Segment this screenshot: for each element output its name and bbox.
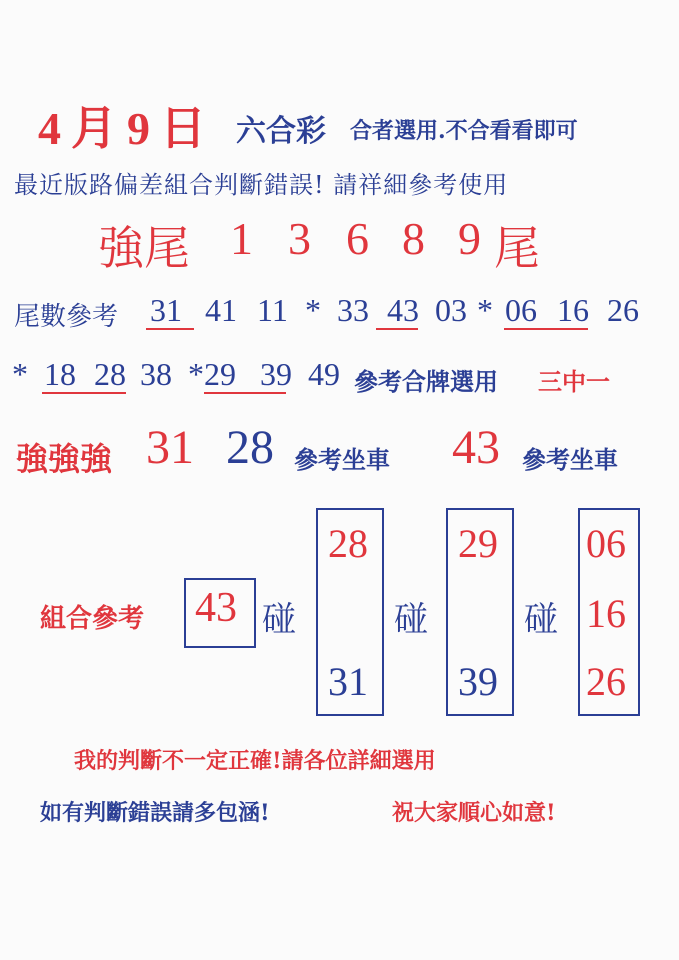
tail-digit: 9 xyxy=(458,213,481,264)
warning-line: 最近版路偏差組合判斷錯誤! 請祥細參考使用 xyxy=(14,171,509,199)
tail-num: 06 xyxy=(505,292,537,328)
tail-digit: 3 xyxy=(288,213,311,264)
tail-reference-label: 尾數參考 xyxy=(14,302,119,332)
ride-note-1: 參考坐車 xyxy=(294,445,390,474)
strong-tails-digits xyxy=(230,212,496,265)
strongest-label: 強強強 xyxy=(16,440,113,478)
footer-line-1: 我的判斷不一定正確!請各位詳細選用 xyxy=(74,748,436,774)
combination-label: 組合參考 xyxy=(40,604,145,634)
combo-bottom-number: 31 xyxy=(328,659,368,704)
tail-digit: 8 xyxy=(402,213,425,264)
tail-sep: * xyxy=(477,292,493,328)
underline xyxy=(146,328,194,330)
combo-top-number: 28 xyxy=(328,521,368,566)
tail-num: 28 xyxy=(94,356,126,392)
anchor-number: 43 xyxy=(195,585,237,631)
tail-num: 16 xyxy=(557,292,589,328)
connector-3: 碰 xyxy=(524,600,558,640)
connector-2: 碰 xyxy=(394,600,428,640)
combo-top-number: 29 xyxy=(458,521,498,566)
tail-num: 43 xyxy=(387,292,419,328)
strongest-num-3: 43 xyxy=(452,421,500,474)
combo-mid-number: 16 xyxy=(586,591,626,636)
combo-bottom-number: 26 xyxy=(586,659,626,704)
date-heading: 4月9日 xyxy=(38,103,216,154)
strongest-num-2: 28 xyxy=(226,421,274,474)
header-note: 合者選用.不合看看即可 xyxy=(350,118,578,144)
tail-num: 31 xyxy=(150,292,182,328)
tail-num: 33 xyxy=(337,292,369,328)
lottery-name: 六合彩 xyxy=(236,114,326,149)
tail-num: 49 xyxy=(308,356,340,392)
tail-reference-row2 xyxy=(12,356,348,393)
underline xyxy=(504,328,588,330)
combo-pick: 三中一 xyxy=(538,367,610,396)
tail-sep: * xyxy=(12,356,28,392)
footer-line-2b: 祝大家順心如意! xyxy=(392,800,556,826)
tail-num: 26 xyxy=(607,292,639,328)
underline xyxy=(42,392,126,394)
tail-num: *29 xyxy=(188,356,236,392)
tail-sep: * xyxy=(305,292,321,328)
strongest-num-1: 31 xyxy=(146,421,194,474)
combo-top-number: 06 xyxy=(586,521,626,566)
connector-1: 碰 xyxy=(262,600,296,640)
tail-num: 11 xyxy=(257,292,288,328)
tail-num: 03 xyxy=(435,292,467,328)
tail-num: 38 xyxy=(140,356,172,392)
tail-num: 39 xyxy=(260,356,292,392)
footer-line-2a: 如有判斷錯誤請多包涵! xyxy=(40,800,270,826)
tail-num: 18 xyxy=(44,356,76,392)
strong-tails-suffix: 尾 xyxy=(494,221,540,275)
ride-note-2: 參考坐車 xyxy=(522,445,618,474)
tail-digit: 6 xyxy=(346,213,369,264)
strong-tails-label: 強尾 xyxy=(98,221,190,275)
underline xyxy=(376,328,418,330)
tail-reference-row1 xyxy=(150,292,647,329)
combo-bottom-number: 39 xyxy=(458,659,498,704)
tail-digit: 1 xyxy=(230,213,253,264)
tail-num: 41 xyxy=(205,292,237,328)
underline xyxy=(204,392,286,394)
combo-note: 參考合牌選用 xyxy=(354,367,498,396)
